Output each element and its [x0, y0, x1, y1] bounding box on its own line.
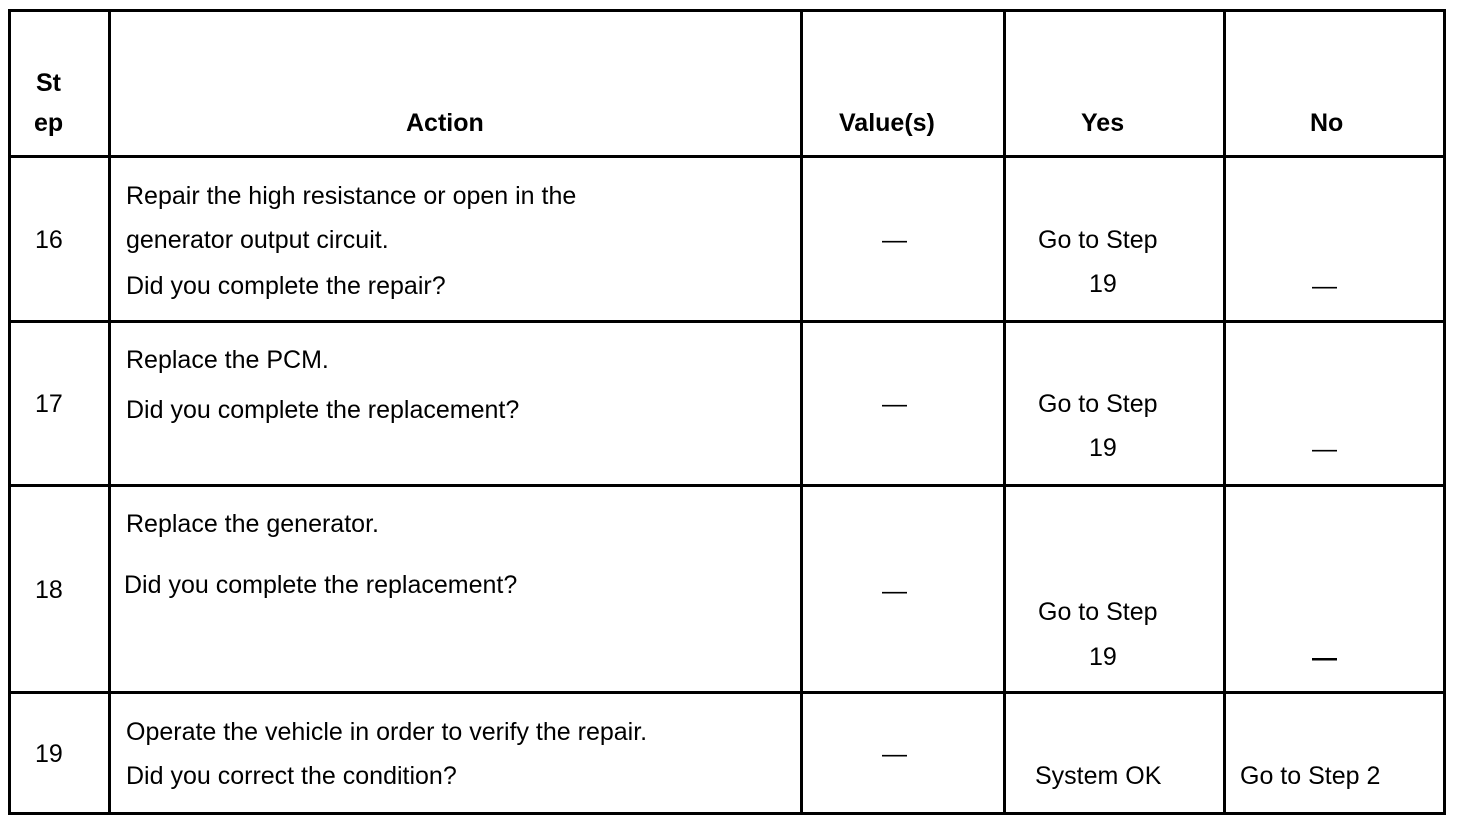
value-cell: — [882, 740, 907, 768]
header-no: No [1310, 109, 1344, 137]
column-divider [108, 9, 111, 815]
yes-cell: 19 [1089, 270, 1117, 298]
column-divider [1443, 9, 1446, 815]
action-text: Did you complete the replacement? [126, 396, 520, 424]
no-cell: — [1312, 644, 1337, 672]
column-divider [8, 9, 11, 815]
diagnostic-table [8, 9, 1446, 815]
column-divider [1003, 9, 1006, 815]
table-top-border [8, 9, 1446, 12]
action-text: Replace the PCM. [126, 346, 329, 374]
step-number: 19 [35, 740, 63, 768]
yes-cell: Go to Step [1038, 598, 1158, 626]
table-bottom-border [8, 812, 1446, 815]
yes-cell: 19 [1089, 434, 1117, 462]
row-divider [8, 320, 1446, 323]
row-divider [8, 484, 1446, 487]
action-text: Repair the high resistance or open in the [126, 182, 577, 210]
value-cell: — [882, 390, 907, 418]
action-text: Did you complete the repair? [126, 272, 446, 300]
value-cell: — [882, 577, 907, 605]
value-cell: — [882, 226, 907, 254]
header-values: Value(s) [839, 109, 935, 137]
yes-cell: System OK [1035, 762, 1162, 790]
no-cell: Go to Step 2 [1240, 762, 1381, 790]
no-cell: — [1312, 435, 1337, 463]
header-action: Action [406, 109, 484, 137]
header-bottom-border [8, 155, 1446, 158]
header-step: ep [34, 109, 64, 137]
column-divider [1223, 9, 1226, 815]
step-number: 18 [35, 576, 63, 604]
no-cell: — [1312, 272, 1337, 300]
header-yes: Yes [1081, 109, 1125, 137]
step-number: 16 [35, 226, 63, 254]
action-text: Replace the generator. [126, 510, 379, 538]
column-divider [800, 9, 803, 815]
step-number: 17 [35, 390, 63, 418]
yes-cell: Go to Step [1038, 390, 1158, 418]
yes-cell: Go to Step [1038, 226, 1158, 254]
action-text: Operate the vehicle in order to verify the repair. [126, 718, 648, 746]
action-text: Did you complete the replacement? [124, 571, 518, 599]
header-step: St [36, 69, 61, 97]
action-text: generator output circuit. [126, 226, 389, 254]
action-text: Did you correct the condition? [126, 762, 457, 790]
row-divider [8, 691, 1446, 694]
yes-cell: 19 [1089, 643, 1117, 671]
